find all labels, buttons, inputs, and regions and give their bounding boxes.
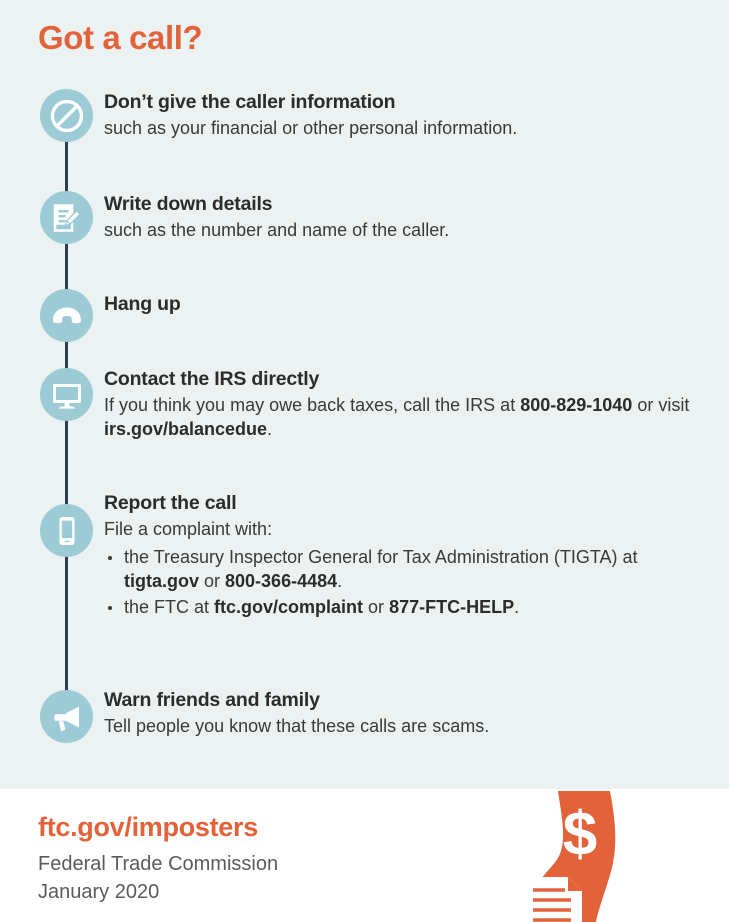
write-note-icon <box>40 191 93 244</box>
step-content <box>104 689 704 739</box>
step-heading: Hang up <box>104 293 181 315</box>
step-heading: Contact the IRS directly <box>104 368 320 390</box>
mobile-phone-icon <box>40 504 93 557</box>
step-body: If you think you may owe back taxes, call the IRS at 800-829-1040 or visit irs.gov/balancedue. <box>104 395 690 439</box>
step-content <box>104 193 704 243</box>
step-body: such as your financial or other personal information. <box>104 118 518 138</box>
step-content <box>104 492 704 620</box>
footer <box>0 789 729 922</box>
megaphone-icon <box>40 690 93 743</box>
step-heading: Report the call <box>104 492 237 514</box>
report-targets-list <box>104 546 704 620</box>
no-entry-icon <box>40 89 93 142</box>
footer-date: January 2020 <box>38 881 160 903</box>
step-heading: Write down details <box>104 193 273 215</box>
dollar-sign-with-documents-illustration <box>470 789 670 922</box>
hang-up-phone-icon <box>40 289 93 342</box>
step-content <box>104 91 704 141</box>
desktop-monitor-icon <box>40 368 93 421</box>
page-title: Got a call? <box>38 19 203 56</box>
list-item: the Treasury Inspector General for Tax Administration (TIGTA) at tigta.gov or 800-366-4484. <box>104 546 704 594</box>
step-heading: Don’t give the caller information <box>104 91 396 113</box>
step-content <box>104 293 704 316</box>
step-heading: Warn friends and family <box>104 689 320 711</box>
footer-url[interactable]: ftc.gov/imposters <box>38 812 258 842</box>
footer-agency-name: Federal Trade Commission <box>38 853 279 875</box>
svg-text:$: $ <box>562 800 598 869</box>
list-item: the FTC at ftc.gov/complaint or 877-FTC-HELP. <box>104 596 704 620</box>
step-body: such as the number and name of the caller. <box>104 220 450 240</box>
step-body: Tell people you know that these calls are scams. <box>104 716 490 736</box>
step-content <box>104 368 704 442</box>
step-body: File a complaint with: <box>104 519 273 539</box>
